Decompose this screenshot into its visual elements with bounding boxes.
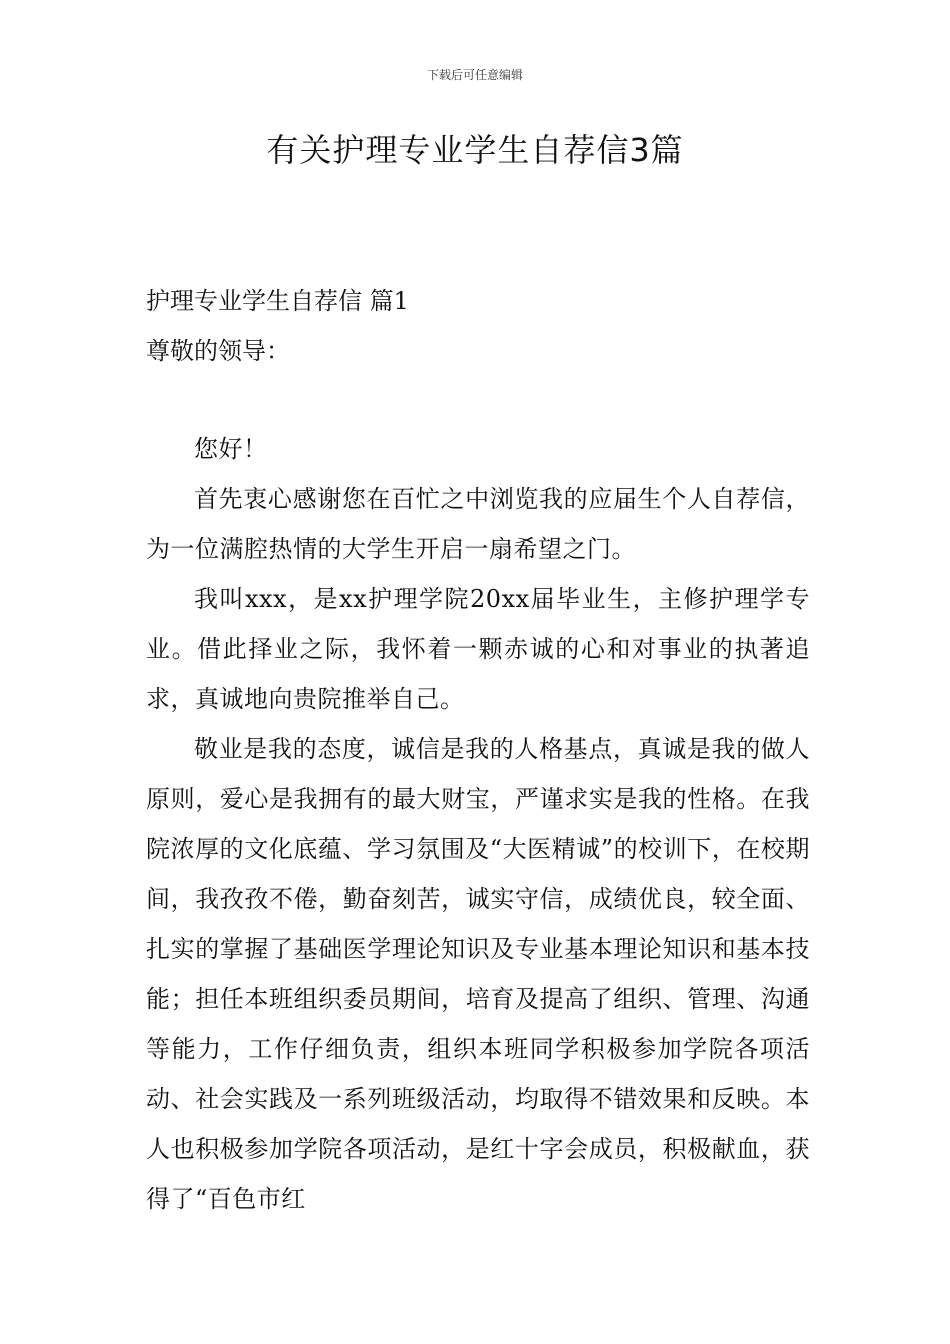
- document-title: 有关护理专业学生自荐信3篇: [266, 131, 684, 169]
- paragraph-qualities: 敬业是我的态度，诚信是我的人格基点，真诚是我的做人原则，爱心是我拥有的最大财宝，严谨求实是我的性格。在我院浓厚的文化底蕴、学习氛围及“大医精诚”的校训下，在校期间，我孜孜不倦，勤奋刻苦，诚实守信，成绩优良，较全面、扎实的掌握了基础医学理论知识及专业基本理论知识和基本技能；担任本班组织委员期间，培育及提高了组织、管理、沟通等能力，工作仔细负责，组织本班同学积极参加学院各项活动、社会实践及一系列班级活动，均取得不错效果和反映。本人也积极参加学院各项活动，是红十字会成员，积极献血，获得了“百色市红: [146, 735, 810, 1213]
- section-heading: 护理专业学生自荐信 篇1: [146, 287, 409, 315]
- salutation: 尊敬的领导：: [146, 337, 290, 365]
- paragraph-thanks: 首先衷心感谢您在百忙之中浏览我的应届生个人自荐信，为一位满腔热情的大学生开启一扇希望之门。: [146, 485, 810, 563]
- paragraph-greeting: 您好！: [194, 435, 268, 463]
- paragraph-intro: 我叫xxx，是xx护理学院20xx届毕业生，主修护理学专业。借此择业之际，我怀着一颗赤诚的心和对事业的执著追求，真诚地向贵院推举自己。: [146, 585, 810, 713]
- letter-body: [146, 424, 810, 1224]
- header-note: 下载后可任意编辑: [426, 68, 523, 82]
